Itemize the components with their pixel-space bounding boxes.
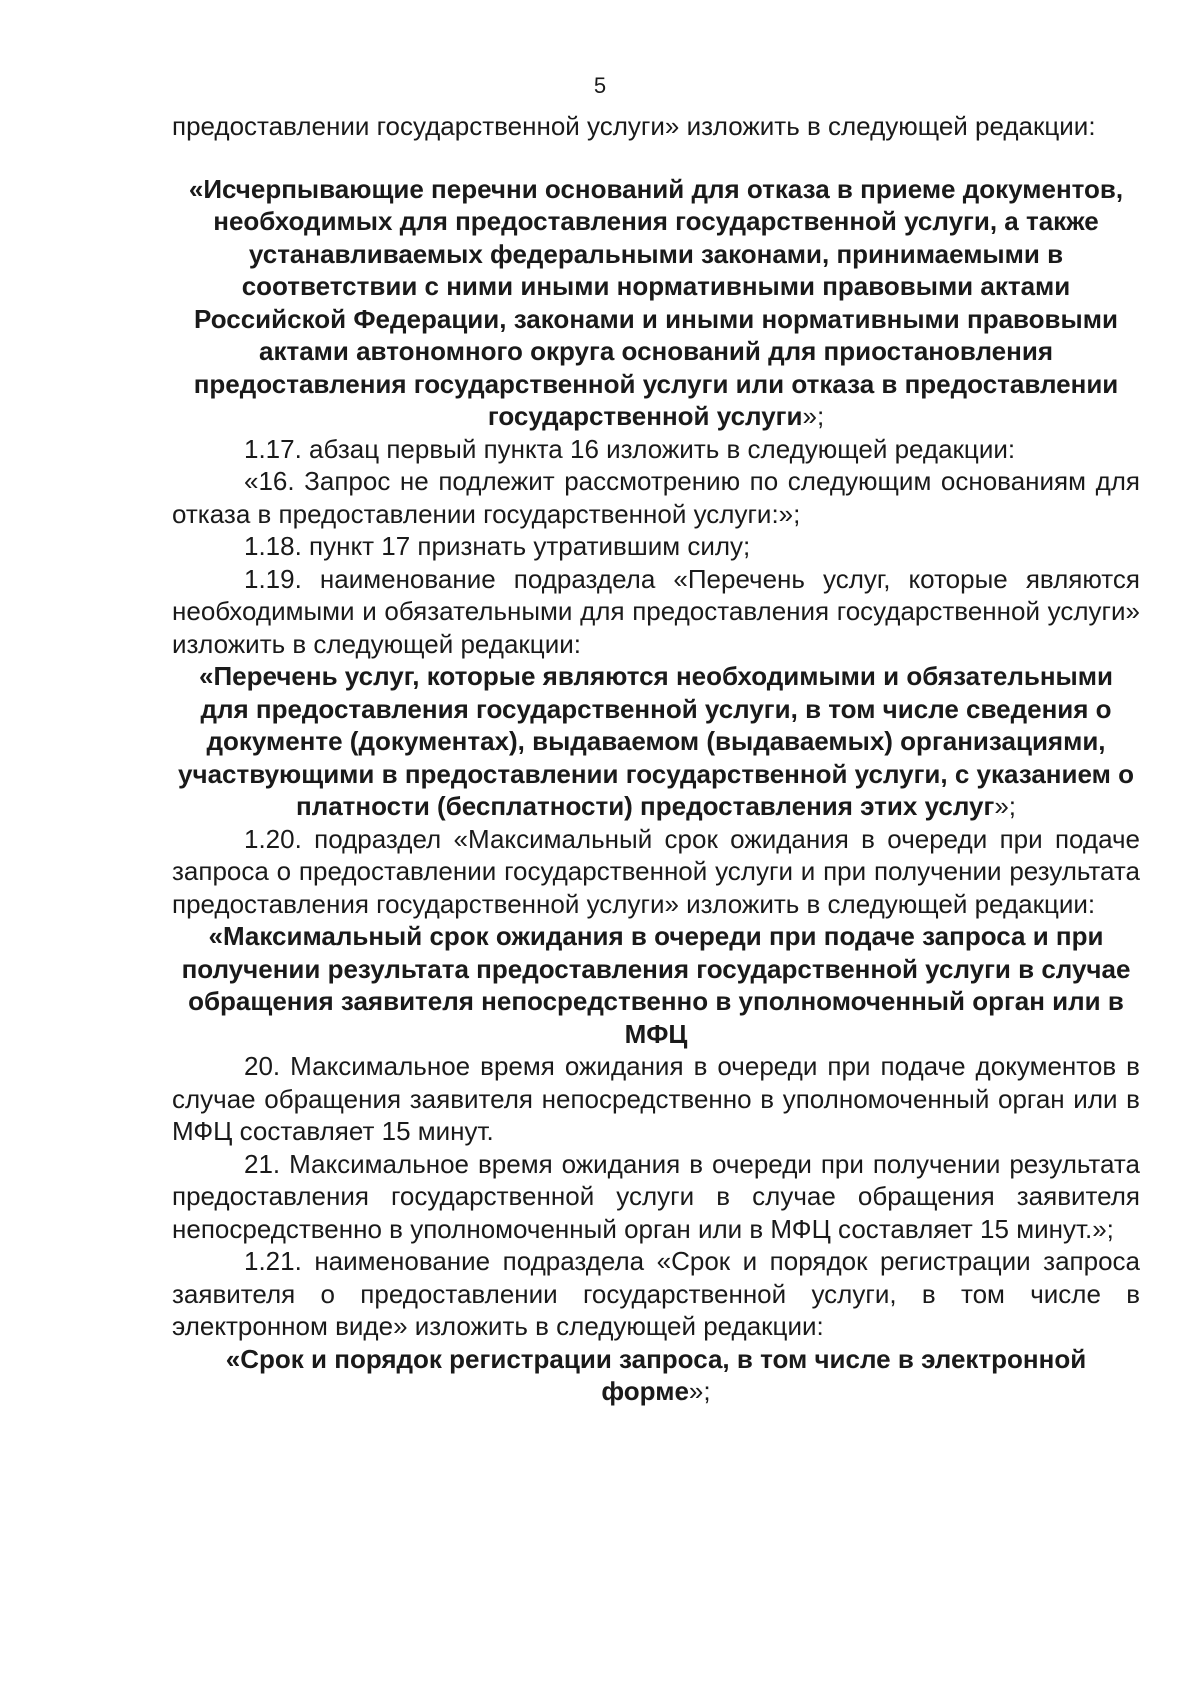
heading-text: «Перечень услуг, которые являются необходимыми и обязательными для предоставления государственной услуги, в том числе сведения о документе (документах), выдаваемом (выдаваемых) организациями, участвующими в предоставлении государственной услуги, с указанием о платности (бесплатности) предоставления этих услуг: [178, 661, 1134, 821]
heading-text: «Исчерпывающие перечни оснований для отказа в приеме документов, необходимых для предоставления государственной услуги, а также устанавливаемых федеральными законами, принимаемыми в соответствии с ними иными нормативными правовыми актами Российской Федерации, законами и иными нормативными правовыми актами автономного округа оснований для приостановления предоставления государственной услуги или отказа в предоставлении государственной услуги: [188, 173, 1124, 431]
heading-text: «Максимальный срок ожидания в очереди при подаче запроса и при получении результата предоставления государственной услуги в случае обращения заявителя непосредственно в уполномоченный орган или в МФЦ: [181, 921, 1131, 1049]
paragraph: 1.21. наименование подраздела «Срок и порядок регистрации запроса заявителя о предоставлении государственной услуги, в том числе в электронном виде» изложить в следующей редакции:: [172, 1246, 1140, 1341]
document-body: [172, 110, 1140, 1408]
page-number: 5: [593, 73, 607, 98]
paragraph: 1.18. пункт 17 признать утратившим силу;: [244, 531, 751, 561]
section-heading: [172, 173, 1140, 433]
heading-tail: »;: [802, 401, 825, 431]
section-heading: [172, 920, 1140, 1050]
paragraph: предоставлении государственной услуги» изложить в следующей редакции:: [172, 111, 1096, 141]
heading-tail: »;: [688, 1376, 711, 1406]
paragraph: 1.17. абзац первый пункта 16 изложить в следующей редакции:: [244, 433, 1016, 464]
paragraph: «16. Запрос не подлежит рассмотрению по следующим основаниям для отказа в предоставлении государственной услуги:»;: [172, 466, 1140, 529]
paragraph: 1.19. наименование подраздела «Перечень услуг, которые являются необходимыми и обязательными для предоставления государственной услуги» изложить в следующей редакции:: [172, 563, 1140, 659]
heading-tail: »;: [994, 791, 1016, 821]
heading-text: «Срок и порядок регистрации запроса, в том числе в электронной форме: [225, 1343, 1087, 1406]
paragraph: 1.20. подраздел «Максимальный срок ожидания в очереди при подаче запроса о предоставлении государственной услуги и при получении результата предоставления государственной услуги» изложить в следующей редакции:: [172, 823, 1140, 919]
paragraph-gap: [172, 143, 1140, 173]
section-heading: [172, 1343, 1140, 1408]
paragraph: 21. Максимальное время ожидания в очереди при получении результата предоставления государственной услуги в случае обращения заявителя непосредственно в уполномоченный орган или в МФЦ составляет 15 минут.»;: [172, 1148, 1140, 1244]
section-heading: [172, 660, 1140, 823]
paragraph: 20. Максимальное время ожидания в очереди при подаче документов в случае обращения заявителя непосредственно в уполномоченный орган или в МФЦ составляет 15 минут.: [172, 1051, 1140, 1146]
